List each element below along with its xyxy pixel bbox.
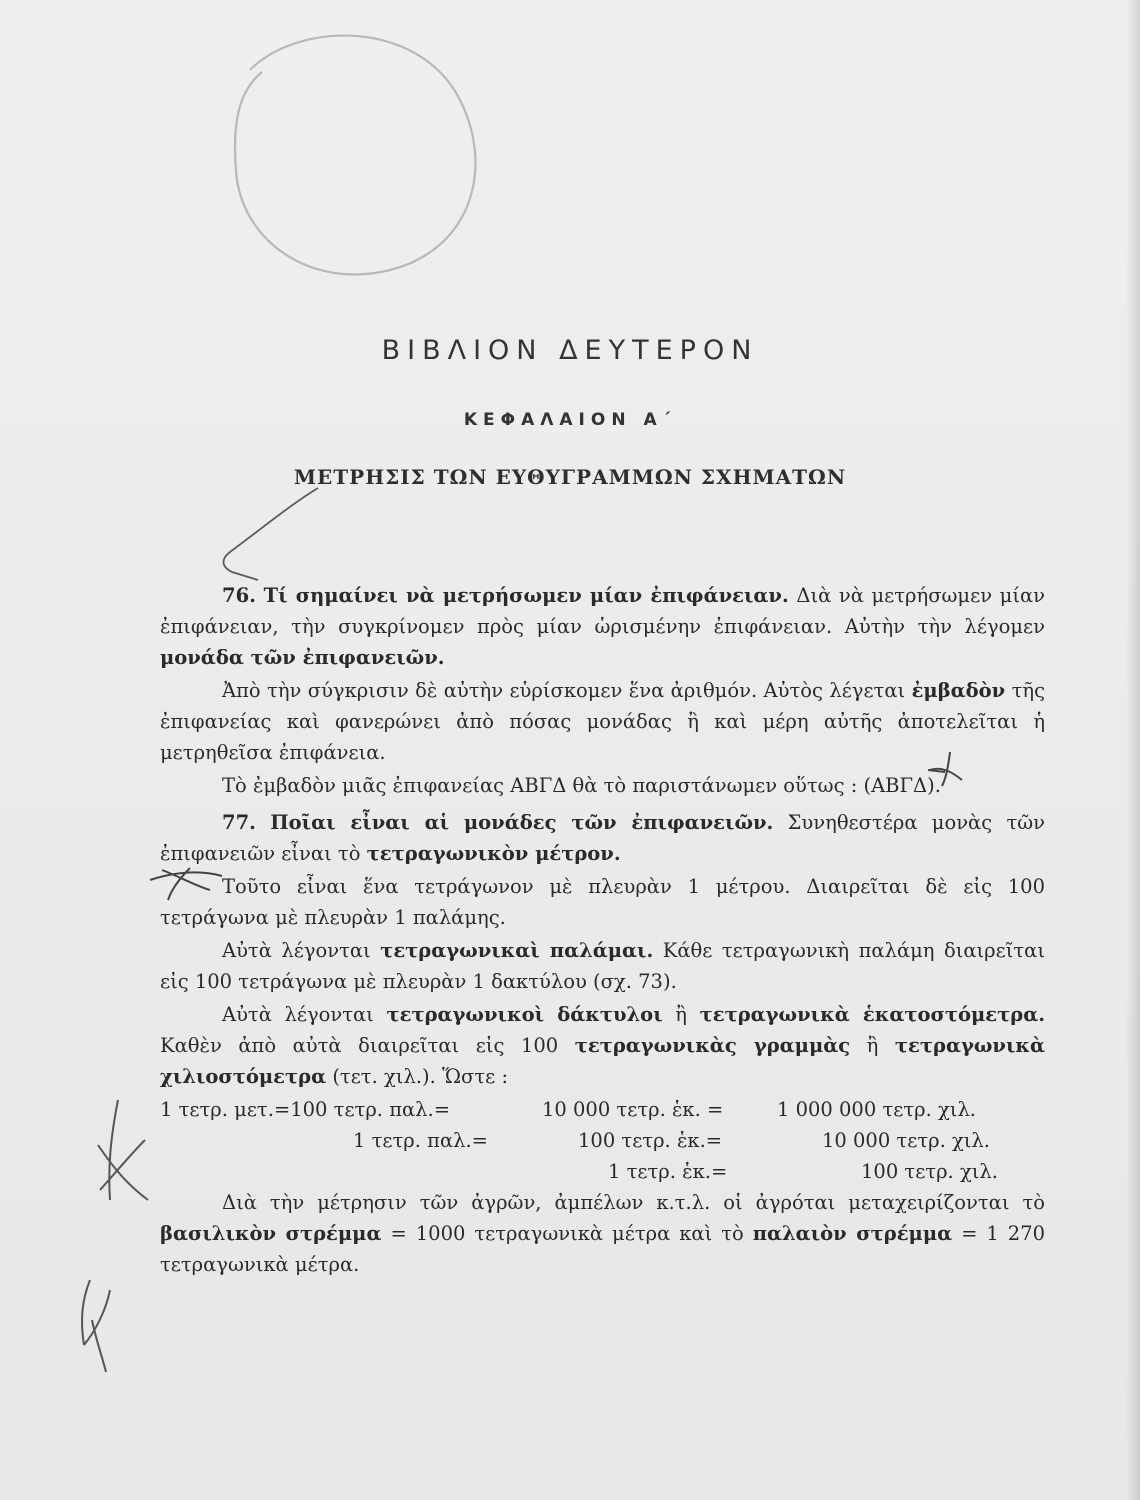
q77-paragraph-2: Τοῦτο εἶναι ἕνα τετράγωνον μὲ πλευρὰν 1 μέτρου. Διαιρεῖται δὲ εἰς 100 τετράγωνα μὲ πλευρὰν 1 παλάμης. (160, 875, 1045, 929)
book-title: ΒΙΒΛΙΟΝ ΔΕΥΤΕΡΟΝ (381, 335, 759, 366)
conversion-r2-c3: 10 000 τετρ. χιλ. (822, 1129, 990, 1152)
pencil-circle-mark (235, 36, 475, 275)
section-title: ΜΕΤΡΗΣΙΣ ΤΩΝ ΕΥΘΥΓΡΑΜΜΩΝ ΣΧΗΜΑΤΩΝ (293, 465, 847, 489)
q77-term-lines: τετραγωνικὰς γραμμὰς (574, 1034, 851, 1057)
conversion-r2-c2: 100 τετρ. ἑκ.= (578, 1129, 723, 1152)
chapter-title: ΚΕΦΑΛΑΙΟΝ Α΄ (463, 410, 677, 430)
q77-paragraph-4 (160, 999, 1045, 1092)
q77-p3-text-b: Κάθε τετραγωνικὴ παλάμη διαιρεῖται εἰς 100 τετράγωνα μὲ πλευρὰν 1 δακτύλου (σχ. 73). (160, 939, 1045, 993)
pencil-hook-mark (224, 488, 319, 580)
q77-paragraph-5 (160, 1187, 1045, 1280)
q77-term-fingers: τετραγωνικοὶ δάκτυλοι (386, 1003, 663, 1026)
conversion-r1-c3: 1 000 000 τετρ. χιλ. (777, 1098, 976, 1121)
q77-term: τετραγωνικὸν μέτρον. (366, 842, 621, 865)
conversion-r1-c2: 10 000 τετρ. ἑκ. = (542, 1098, 724, 1121)
q77-p4-text-e: (τετ. χιλ.). Ὥστε : (332, 1065, 509, 1088)
q77-p4-or-2: ἢ (866, 1034, 879, 1057)
conversion-r1-c1: 1 τετρ. μετ.=100 τετρ. παλ.= (160, 1098, 451, 1121)
conversion-row-1 (160, 1094, 1045, 1125)
page-edge-shadow (1126, 0, 1140, 1500)
conversion-r2-c1: 1 τετρ. παλ.= (353, 1129, 489, 1152)
q77-term-palms: τετραγωνικαὶ παλάμαι. (380, 939, 654, 962)
q77-paragraph (160, 807, 1045, 869)
q77-p5-text-c: = 1 270 τετραγωνικὰ μέτρα. (160, 1222, 1046, 1276)
q76-paragraph-3: Τὸ ἐμβαδὸν μιᾶς ἐπιφανείας ΑΒΓΔ θὰ τὸ παριστάνωμεν οὕτως : (ΑΒΓΔ). (222, 774, 941, 797)
q76-p2-text-b: τῆς ἐπιφανείας καὶ φανερώνει ἀπὸ πόσας μονάδας ἢ καὶ μέρη αὐτῆς ἀποτελεῖται ἡ μετρηθεῖσα ἐπιφάνεια. (160, 679, 1045, 764)
q77-p4-text-c: Καθὲν ἀπὸ αὐτὰ διαιρεῖται εἰς 100 (160, 1034, 559, 1057)
q77-p5-text: Διὰ τὴν μέτρησιν τῶν ἀγρῶν, ἀμπέλων κ.τ.λ. οἱ ἀγρόται μεταχειρίζονται τὸ (222, 1191, 1045, 1214)
q76-paragraph-2 (160, 675, 1045, 768)
conversion-r3-c1: 1 τετρ. ἑκ.= (608, 1160, 728, 1183)
q77-term-old-stremma: παλαιὸν στρέμμα (752, 1222, 953, 1245)
conversion-row-3 (160, 1156, 1045, 1187)
q77-paragraph-3 (160, 935, 1045, 997)
q76-number: 76. (222, 584, 256, 607)
q77-p5-text-b: = 1000 τετραγωνικὰ μέτρα καὶ τὸ (390, 1222, 744, 1245)
q77-title: Ποῖαι εἶναι αἱ μονάδες τῶν ἐπιφανειῶν. (270, 811, 774, 834)
q76-text: Διὰ νὰ μετρήσωμεν μίαν ἐπιφάνειαν, τὴν συγκρίνομεν πρὸς μίαν ὡρισμένην ἐπιφάνειαν. Αὐτὴν τὴν λέγομεν (160, 584, 1045, 638)
q76-p2-text: Ἀπὸ τὴν σύγκρισιν δὲ αὐτὴν εὑρίσκομεν ἕνα ἀριθμόν. Αὐτὸς λέγεται (222, 679, 906, 702)
pencil-x-mark-2 (82, 1280, 110, 1372)
body-text (160, 580, 1045, 1280)
conversion-r3-c3: 100 τετρ. χιλ. (861, 1160, 998, 1183)
conversion-row-2 (160, 1125, 1045, 1156)
q77-number: 77. (222, 811, 256, 834)
q77-p1-text: Συνηθεστέρα μονὰς τῶν ἐπιφανειῶν εἶναι τὸ (160, 811, 1045, 865)
page-headings (0, 335, 1140, 489)
q76-paragraph (160, 580, 1045, 673)
q77-term-cm: τετραγωνικὰ ἑκατοστόμετρα. (699, 1003, 1046, 1026)
q76-term-area: ἐμβαδὸν (911, 679, 1006, 702)
conversion-table (160, 1094, 1045, 1187)
q77-p4-or: ἢ (675, 1003, 687, 1026)
q76-title: Τί σημαίνει νὰ μετρήσωμεν μίαν ἐπιφάνειαν. (263, 584, 789, 607)
q77-p3-text: Αὐτὰ λέγονται (222, 939, 371, 962)
pencil-x-mark-1 (98, 1100, 148, 1200)
q76-term: μονάδα τῶν ἐπιφανειῶν. (160, 646, 445, 669)
q77-term-royal-stremma: βασιλικὸν στρέμμα (160, 1222, 382, 1245)
q77-term-mm: τετραγωνικὰ χιλιοστόμετρα (160, 1034, 1046, 1088)
q77-p4-text: Αὐτὰ λέγονται (222, 1003, 374, 1026)
